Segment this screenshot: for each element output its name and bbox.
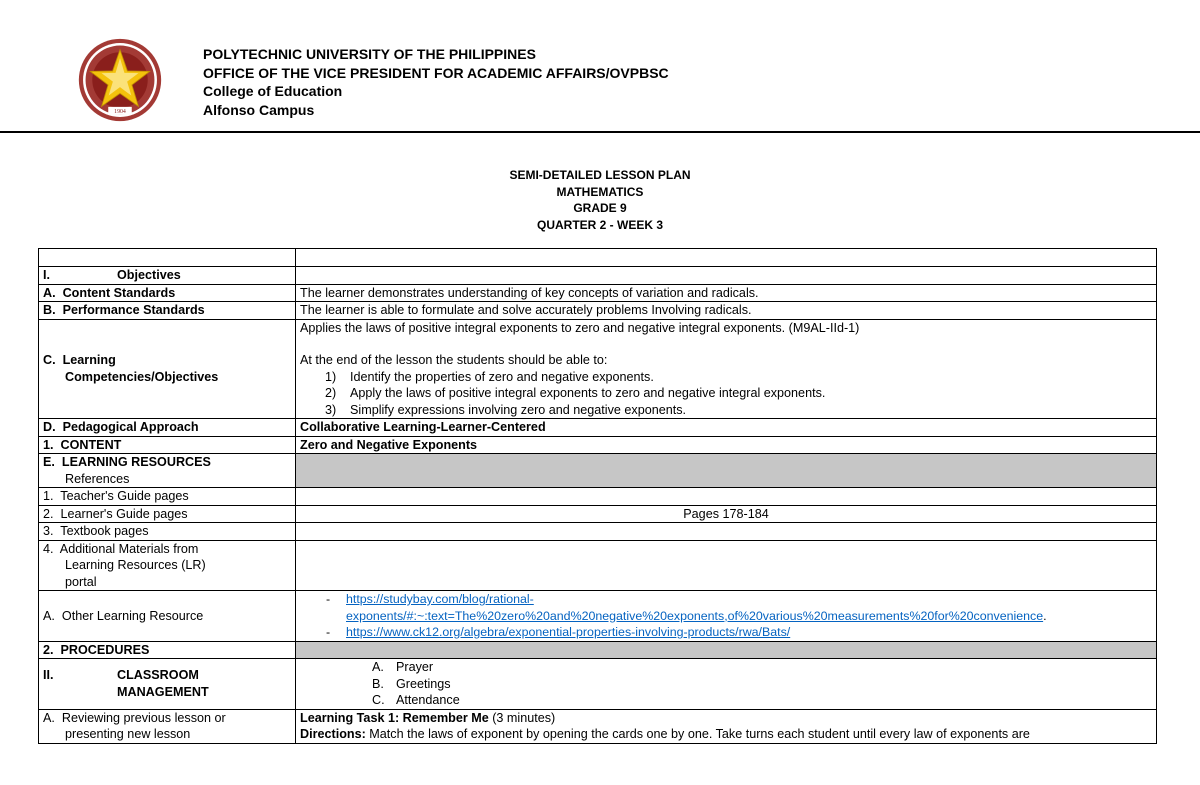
objectives-title: Objectives: [117, 268, 181, 282]
pedagogical-label: D. Pedagogical Approach: [39, 419, 296, 437]
competencies-label: [39, 319, 296, 419]
other-resource-label: A. Other Learning Resource: [39, 591, 296, 642]
table-row-textbook: [39, 523, 1157, 541]
table-row-additional-materials: [39, 540, 1157, 591]
title-line-plan: SEMI-DETAILED LESSON PLAN: [509, 168, 691, 182]
ck12-link[interactable]: https://www.ck12.org/algebra/exponential-properties-involving-products/rwa/Bats/: [346, 625, 791, 639]
objectives-list: [300, 369, 1152, 419]
university-name: POLYTECHNIC UNIVERSITY OF THE PHILIPPINES: [203, 46, 536, 62]
competencies-label-line1: C. Learning: [43, 353, 116, 368]
table-row-teachers-guide: [39, 488, 1157, 506]
reviewing-label: A. Reviewing previous lesson or presenting new lesson: [39, 709, 296, 743]
other-resource-links: - https://studybay.com/blog/rational- exponents/#:~:text=The%20zero%20and%20negative%20exponents,of%20various%20measurements%20for%20convenience. - https://www.ck12.org/algebra/exponential-properties-involving-products/rwa/Bats/: [296, 591, 1157, 642]
lesson-plan-table: [38, 248, 1157, 744]
textbook-label: 3. Textbook pages: [39, 523, 296, 541]
competencies-value: [296, 319, 1157, 419]
studybay-link-continued[interactable]: exponents/#:~:text=The%20zero%20and%20negative%20exponents,of%20various%20measurements%20for%20convenience: [346, 608, 1044, 623]
procedures-shaded-cell: [296, 641, 1157, 659]
table-row-reviewing: [39, 709, 1157, 743]
campus-name: Alfonso Campus: [203, 101, 315, 118]
table-row-content-standards: [39, 284, 1157, 302]
learning-resources-label: [39, 454, 296, 488]
header-text-block: [203, 45, 669, 119]
additional-materials-label: 4. Additional Materials from Learning Resources (LR) portal: [39, 540, 296, 591]
teachers-guide-label: 1. Teacher's Guide pages: [39, 488, 296, 506]
classroom-list: [300, 659, 1152, 709]
pedagogical-value: Collaborative Learning-Learner-Centered: [296, 419, 1157, 437]
table-row-performance-standards: [39, 302, 1157, 320]
learning-resources-shaded-cell: [296, 454, 1157, 488]
content-value: Zero and Negative Exponents: [296, 436, 1157, 454]
directions-text: Match the laws of exponent by opening the cards one by one. Take turns each student until every law of exponents are: [365, 727, 1030, 741]
competencies-label-line2: Competencies/Objectives: [65, 369, 219, 384]
svg-text:1904: 1904: [114, 109, 126, 116]
classroom-management-label: II. CLASSROOM MANAGEMENT: [39, 659, 296, 710]
title-line-quarter: QUARTER 2 - WEEK 3: [536, 217, 663, 232]
objectives-label: [39, 267, 296, 285]
performance-standards-label: B. Performance Standards: [39, 302, 296, 320]
college-name: College of Education: [203, 83, 343, 99]
competency-intro-text: At the end of the lesson the students should be able to:: [300, 353, 608, 367]
title-line-grade: GRADE 9: [573, 201, 627, 216]
header-divider: [0, 131, 1200, 133]
list-item: A. Prayer: [372, 660, 434, 674]
competency-code-text: Applies the laws of positive integral exponents to zero and negative integral exponents. (M9AL-IId-1): [300, 320, 860, 335]
table-row-competencies: [39, 319, 1157, 419]
classroom-management-items: [296, 659, 1157, 710]
table-row-objectives: [39, 267, 1157, 285]
content-standards-value: The learner demonstrates understanding of key concepts of variation and radicals.: [296, 284, 1157, 302]
learning-resources-title: E. LEARNING RESOURCES: [43, 455, 211, 469]
table-row-procedures: [39, 641, 1157, 659]
performance-standards-value: The learner is able to formulate and solve accurately problems Involving radicals.: [296, 302, 1157, 320]
table-row-other-resource: [39, 591, 1157, 642]
list-item: 1) Identify the properties of zero and negative exponents.: [325, 369, 654, 384]
procedures-label: 2. PROCEDURES: [39, 641, 296, 659]
document-header: [0, 0, 1200, 132]
office-name: OFFICE OF THE VICE PRESIDENT FOR ACADEMIC AFFAIRS/OVPBSC: [203, 64, 669, 81]
learners-guide-value: Pages 178-184: [296, 505, 1157, 523]
learners-guide-label: 2. Learner's Guide pages: [39, 505, 296, 523]
list-item: 3) Simplify expressions involving zero and negative exponents.: [325, 402, 687, 417]
learning-task-title: Learning Task 1: Remember Me: [300, 710, 489, 725]
title-line-subject: MATHEMATICS: [556, 184, 644, 199]
learning-task-time: (3 minutes): [488, 710, 556, 725]
table-row-blank: [39, 249, 1157, 267]
directions-label: Directions:: [300, 727, 366, 741]
table-row-learning-resources: [39, 454, 1157, 488]
table-row-content: [39, 436, 1157, 454]
table-row-pedagogical: [39, 419, 1157, 437]
content-label: 1. CONTENT: [39, 436, 296, 454]
lesson-plan-title: [0, 167, 1200, 233]
content-standards-label: A. Content Standards: [39, 284, 296, 302]
list-item: C. Attendance: [372, 693, 460, 707]
objectives-number: I.: [43, 268, 50, 282]
university-seal-logo: [78, 38, 162, 122]
reviewing-content: [296, 709, 1157, 743]
table-row-classroom-management: [39, 659, 1157, 710]
table-row-learners-guide: [39, 505, 1157, 523]
list-item: B. Greetings: [372, 676, 451, 691]
references-label: References: [65, 471, 130, 486]
studybay-link[interactable]: https://studybay.com/blog/rational-: [346, 592, 534, 606]
list-item: 2) Apply the laws of positive integral exponents to zero and negative integral exponents.: [325, 386, 826, 400]
